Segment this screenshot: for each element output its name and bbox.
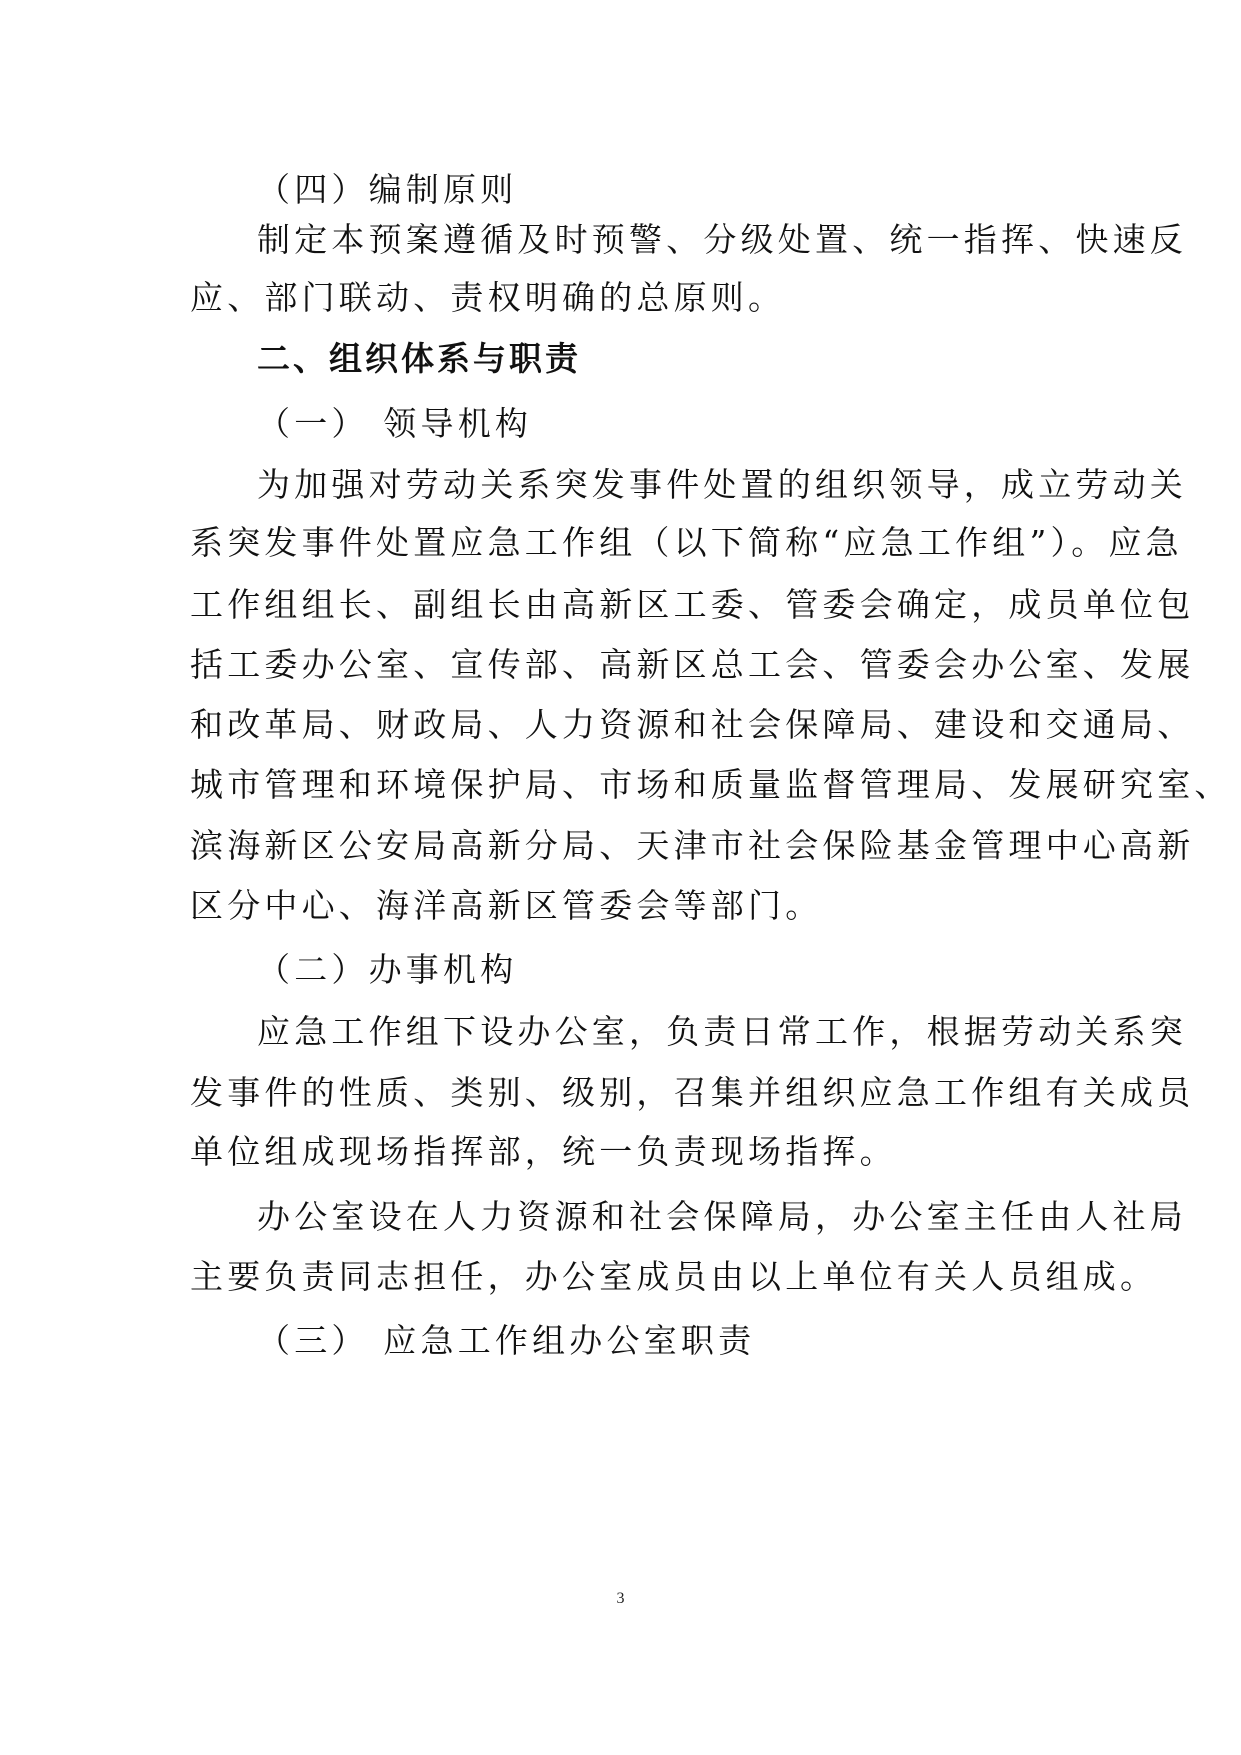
section-4-heading: （四）编制原则 xyxy=(257,170,518,209)
subsection-2-heading: （二）办事机构 xyxy=(257,950,518,989)
section-4-paragraph-line: 制定本预案遵循及时预警、分级处置、统一指挥、快速反 xyxy=(257,220,1187,259)
section-4-paragraph-line: 应、部门联动、责权明确的总原则。 xyxy=(190,278,786,317)
subsection-1-paragraph-line: 城市管理和环境保护局、市场和质量监督管理局、发展研究室、 xyxy=(190,765,1232,804)
chapter-2-heading: 二、组织体系与职责 xyxy=(257,339,581,378)
page-number: 3 xyxy=(616,1590,625,1607)
subsection-2-paragraph-line: 应急工作组下设办公室，负责日常工作，根据劳动关系突 xyxy=(257,1012,1187,1051)
subsection-1-paragraph-line: 括工委办公室、宣传部、高新区总工会、管委会办公室、发展 xyxy=(190,645,1195,684)
subsection-2-paragraph-line: 办公室设在人力资源和社会保障局，办公室主任由人社局 xyxy=(257,1197,1187,1236)
subsection-1-paragraph-line: 为加强对劳动关系突发事件处置的组织领导，成立劳动关 xyxy=(257,465,1187,504)
subsection-1-paragraph-line: 系突发事件处置应急工作组（以下简称“应急工作组”）。应急 xyxy=(190,523,1183,562)
subsection-3-heading: （三） 应急工作组办公室职责 xyxy=(257,1321,756,1360)
subsection-1-heading: （一） 领导机构 xyxy=(257,404,533,443)
subsection-1-paragraph-line: 区分中心、海洋高新区管委会等部门。 xyxy=(190,886,823,925)
subsection-1-paragraph-line: 和改革局、财政局、人力资源和社会保障局、建设和交通局、 xyxy=(190,705,1195,744)
subsection-2-paragraph-line: 单位组成现场指挥部，统一负责现场指挥。 xyxy=(190,1132,897,1171)
subsection-1-paragraph-line: 工作组组长、副组长由高新区工委、管委会确定，成员单位包 xyxy=(190,585,1195,624)
subsection-2-paragraph-line: 发事件的性质、类别、级别，召集并组织应急工作组有关成员 xyxy=(190,1073,1195,1112)
subsection-1-paragraph-line: 滨海新区公安局高新分局、天津市社会保险基金管理中心高新 xyxy=(190,826,1195,865)
subsection-2-paragraph-line: 主要负责同志担任，办公室成员由以上单位有关人员组成。 xyxy=(190,1257,1158,1296)
